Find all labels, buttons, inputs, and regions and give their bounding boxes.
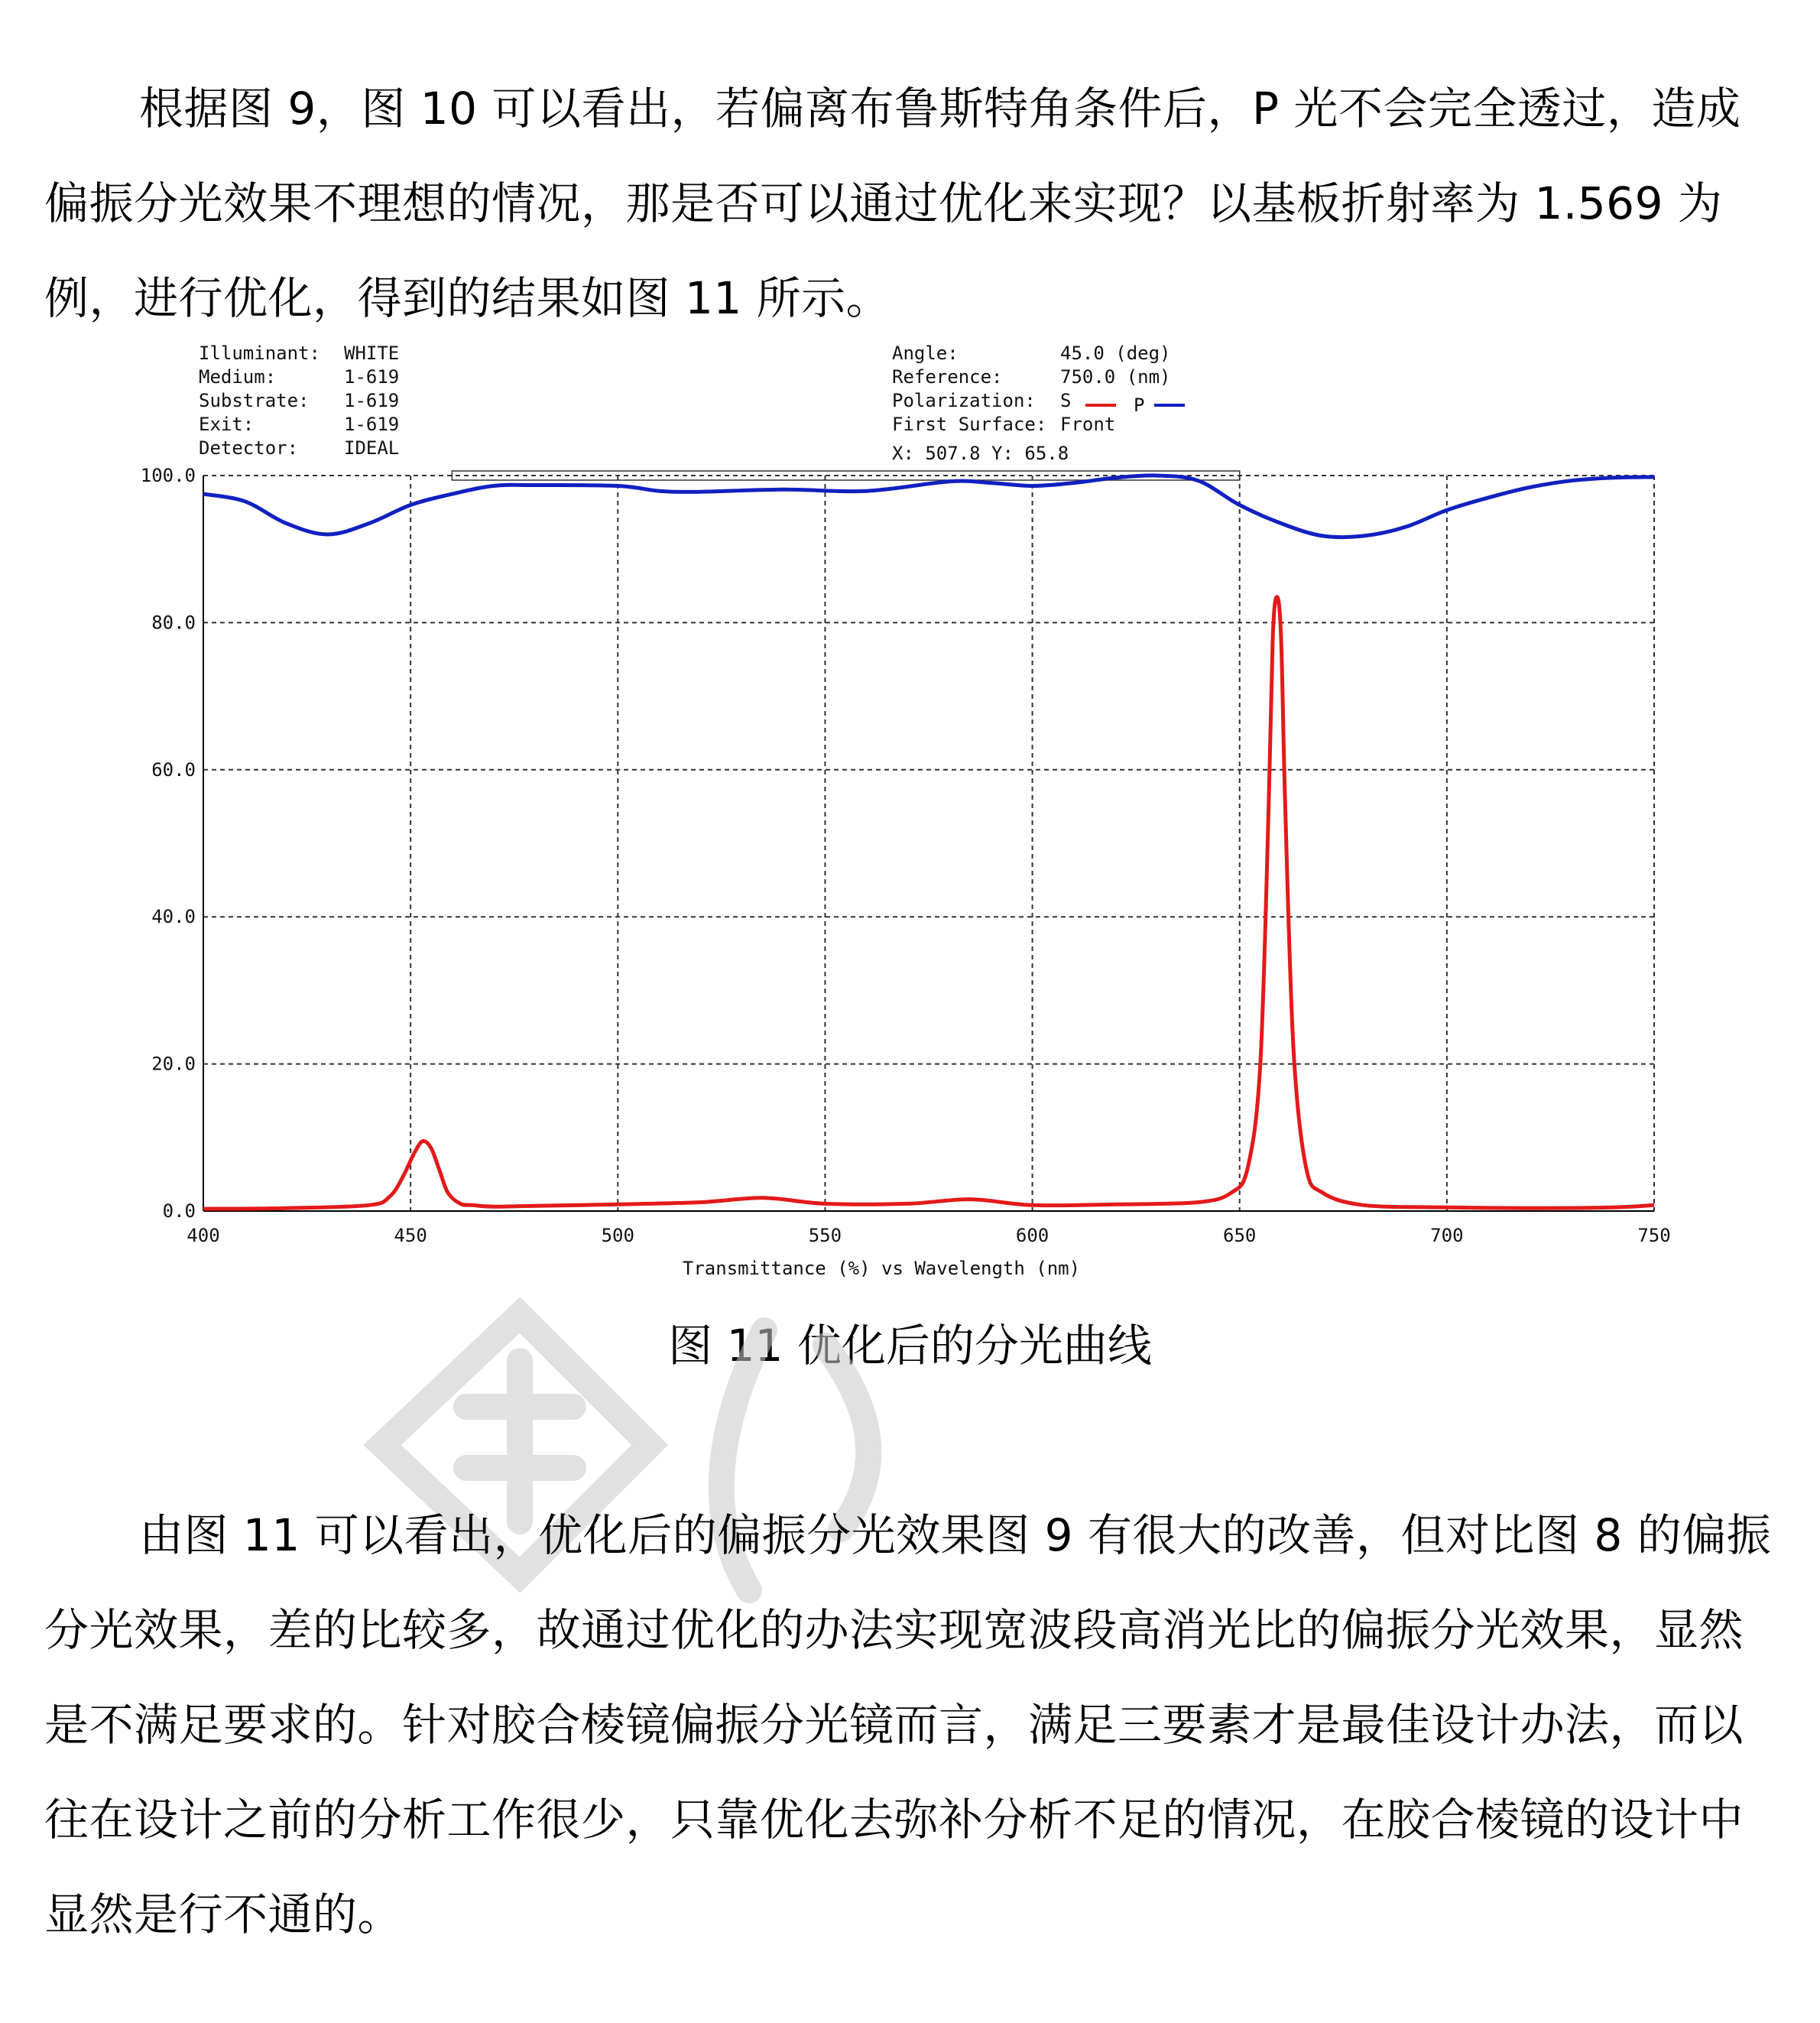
header-label: Angle: bbox=[892, 343, 959, 364]
header-label: Detector: bbox=[199, 437, 299, 459]
x-tick-label: 700 bbox=[1430, 1225, 1464, 1246]
header-value: WHITE bbox=[344, 343, 400, 364]
header-label: Medium: bbox=[199, 366, 277, 388]
header-value: 45.0 (deg) bbox=[1060, 343, 1171, 364]
paragraph-2 bbox=[44, 1488, 1773, 1962]
x-axis-label: Transmittance (%) vs Wavelength (nm) bbox=[682, 1258, 1081, 1279]
chart-grid bbox=[203, 476, 1654, 1211]
transmittance-chart bbox=[99, 336, 1674, 1292]
header-value: IDEAL bbox=[344, 437, 400, 459]
paragraph-2-text: 由图 11 可以看出，优化后的偏振分光效果图 9 有很大的改善，但对比图 8 的偏振分光效果，差的比较多，故通过优化的办法实现宽波段高消光比的偏振分光效果，显然是不满足要求的。针对胶合棱镜偏振分光镜而言，满足三要素才是最佳设计办法，而以往在设计之前的分析工作很少，只靠优化去弥补分析不足的情况，在胶合棱镜的设计中显然是行不通的。 bbox=[44, 1509, 1772, 1940]
chart-axes bbox=[141, 465, 1671, 1246]
header-value: Front bbox=[1060, 414, 1116, 435]
y-tick-label: 40.0 bbox=[151, 906, 196, 928]
chart-header-right bbox=[892, 343, 1171, 435]
y-tick-label: 20.0 bbox=[151, 1053, 196, 1075]
x-tick-label: 650 bbox=[1223, 1225, 1257, 1246]
chart-header-left bbox=[199, 343, 399, 459]
paragraph-1-text: 根据图 9，图 10 可以看出，若偏离布鲁斯特角条件后，P 光不会完全透过，造成偏振分光效果不理想的情况，那是否可以通过优化来实现？以基板折射率为 1.569 为例，进行优化，得到的结果如图 11 所示。 bbox=[44, 83, 1741, 324]
header-value: 1-619 bbox=[344, 366, 400, 388]
chart-series bbox=[203, 476, 1654, 1209]
paragraph-1 bbox=[44, 61, 1773, 346]
cursor-readout: X: 507.8 Y: 65.8 bbox=[892, 443, 1069, 464]
x-tick-label: 600 bbox=[1015, 1225, 1050, 1246]
y-tick-label: 60.0 bbox=[151, 758, 196, 781]
x-tick-label: 750 bbox=[1637, 1225, 1671, 1246]
header-value: 1-619 bbox=[344, 390, 400, 411]
x-tick-label: 550 bbox=[808, 1225, 842, 1246]
header-label: Exit: bbox=[199, 414, 255, 435]
x-tick-label: 400 bbox=[187, 1225, 220, 1246]
header-label: First Surface: bbox=[892, 414, 1047, 435]
header-value: 1-619 bbox=[344, 414, 400, 435]
header-value: S bbox=[1060, 390, 1072, 411]
x-tick-label: 450 bbox=[394, 1225, 427, 1246]
legend-p-label: P bbox=[1134, 395, 1145, 416]
header-label: Illuminant: bbox=[199, 343, 320, 364]
y-tick-label: 80.0 bbox=[151, 612, 196, 634]
y-tick-label: 100.0 bbox=[140, 465, 196, 486]
header-label: Reference: bbox=[892, 366, 1003, 388]
polarization-legend bbox=[1085, 395, 1185, 416]
series-line-s bbox=[203, 597, 1654, 1209]
x-tick-label: 500 bbox=[601, 1225, 634, 1246]
y-tick-label: 0.0 bbox=[162, 1200, 196, 1222]
header-value: 750.0 (nm) bbox=[1060, 366, 1171, 388]
series-line-p bbox=[203, 476, 1654, 537]
header-label: Substrate: bbox=[199, 390, 310, 411]
figure-caption: 图 11 优化后的分光曲线 bbox=[668, 1320, 1152, 1372]
header-label: Polarization: bbox=[892, 390, 1036, 411]
